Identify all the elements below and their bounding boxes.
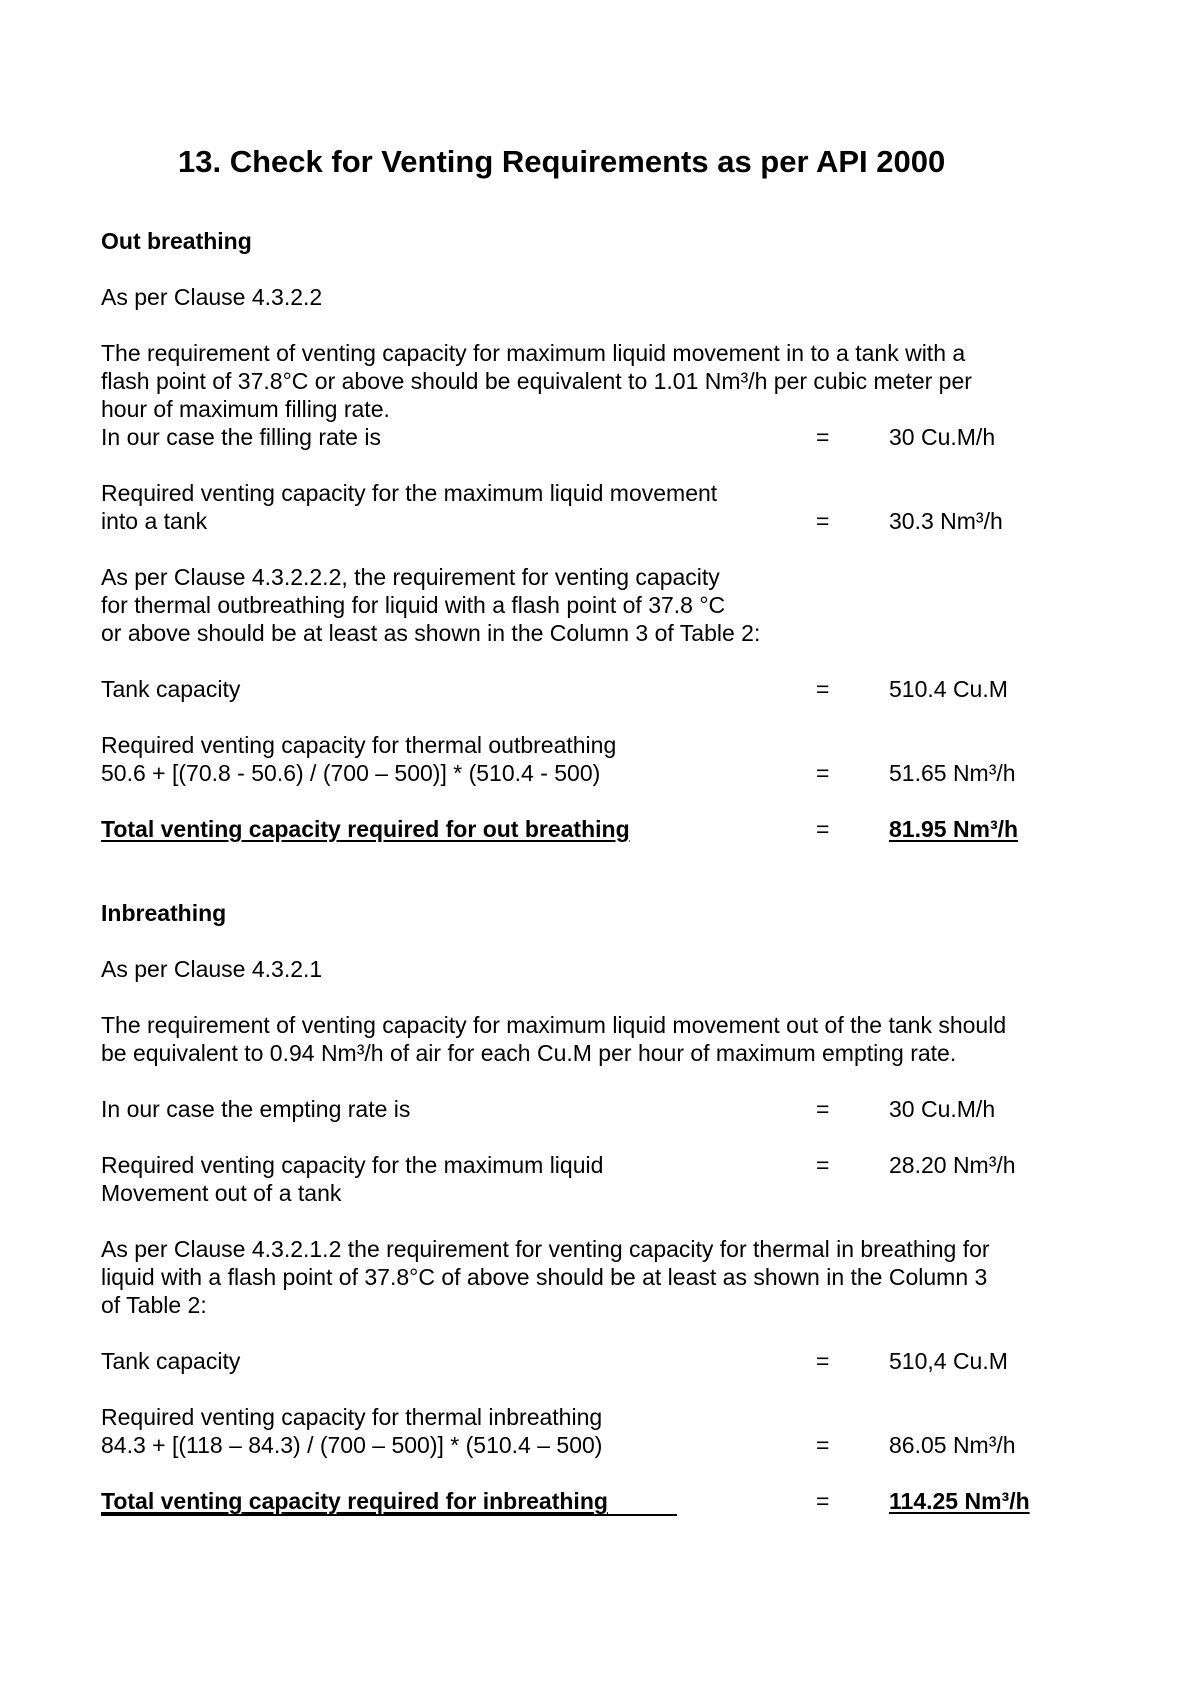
paragraph-line: hour of maximum filling rate. xyxy=(101,396,390,422)
tank-capacity-label: Tank capacity xyxy=(101,676,241,702)
paragraph-line: of Table 2: xyxy=(101,1292,207,1318)
section-heading-out-breathing: Out breathing xyxy=(101,228,252,254)
paragraph-line: flash point of 37.8°C or above should be equivalent to 1.01 Nm³/h per cubic meter per xyxy=(101,368,972,394)
equals-sign: = xyxy=(816,424,830,450)
total-inbreathing-label: Total venting capacity required for inbreathing xyxy=(101,1488,608,1514)
equals-sign: = xyxy=(816,1152,830,1178)
required-venting-label: into a tank xyxy=(101,508,208,534)
paragraph-line: As per Clause 4.3.2.2.2, the requirement for venting capacity xyxy=(101,564,720,590)
total-out-breathing-value: 81.95 Nm³/h xyxy=(889,816,1019,842)
paragraph-line: liquid with a flash point of 37.8°C of above should be at least as shown in the Column 3 xyxy=(101,1264,988,1290)
paragraph-line: for thermal outbreathing for liquid with a flash point of 37.8 °C xyxy=(101,592,726,618)
paragraph-line: The requirement of venting capacity for maximum liquid movement in to a tank with a xyxy=(101,340,966,366)
total-inbreathing-underline xyxy=(101,1514,677,1516)
equals-sign: = xyxy=(816,1432,830,1458)
equals-sign: = xyxy=(816,760,830,786)
equals-sign: = xyxy=(816,508,830,534)
filling-rate-value: 30 Cu.M/h xyxy=(889,424,996,450)
tank-capacity-value: 510.4 Cu.M xyxy=(889,676,1008,702)
required-venting-label: Movement out of a tank xyxy=(101,1180,342,1206)
page-title: 13. Check for Venting Requirements as per API 2000 xyxy=(178,144,946,179)
total-inbreathing-value: 114.25 Nm³/h xyxy=(889,1488,1030,1514)
required-venting-value: 30.3 Nm³/h xyxy=(889,508,1003,534)
clause-reference: As per Clause 4.3.2.2 xyxy=(101,284,323,310)
filling-rate-label: In our case the filling rate is xyxy=(101,424,381,450)
paragraph-line: The requirement of venting capacity for maximum liquid movement out of the tank should xyxy=(101,1012,1007,1038)
clause-reference: As per Clause 4.3.2.1 xyxy=(101,956,323,982)
paragraph-line: or above should be at least as shown in the Column 3 of Table 2: xyxy=(101,620,761,646)
paragraph-line: As per Clause 4.3.2.1.2 the requirement for venting capacity for thermal in breathing for xyxy=(101,1236,990,1262)
empting-rate-label: In our case the empting rate is xyxy=(101,1096,411,1122)
equals-sign: = xyxy=(816,1488,830,1514)
required-venting-label: Required venting capacity for the maximum liquid movement xyxy=(101,480,718,506)
tank-capacity-value: 510,4 Cu.M xyxy=(889,1348,1008,1374)
thermal-venting-formula: 50.6 + [(70.8 - 50.6) / (700 – 500)] * (510.4 - 500) xyxy=(101,760,601,786)
thermal-venting-formula: 84.3 + [(118 – 84.3) / (700 – 500)] * (510.4 – 500) xyxy=(101,1432,603,1458)
equals-sign: = xyxy=(816,676,830,702)
paragraph-line: be equivalent to 0.94 Nm³/h of air for each Cu.M per hour of maximum empting rate. xyxy=(101,1040,957,1066)
equals-sign: = xyxy=(816,1096,830,1122)
thermal-venting-value: 51.65 Nm³/h xyxy=(889,760,1016,786)
required-venting-value: 28.20 Nm³/h xyxy=(889,1152,1016,1178)
thermal-venting-label: Required venting capacity for thermal inbreathing xyxy=(101,1404,603,1430)
thermal-venting-value: 86.05 Nm³/h xyxy=(889,1432,1016,1458)
section-heading-inbreathing: Inbreathing xyxy=(101,900,227,926)
equals-sign: = xyxy=(816,816,830,842)
tank-capacity-label: Tank capacity xyxy=(101,1348,241,1374)
equals-sign: = xyxy=(816,1348,830,1374)
required-venting-label: Required venting capacity for the maximum liquid xyxy=(101,1152,604,1178)
empting-rate-value: 30 Cu.M/h xyxy=(889,1096,996,1122)
total-out-breathing-label: Total venting capacity required for out breathing xyxy=(101,816,630,842)
thermal-venting-label: Required venting capacity for thermal outbreathing xyxy=(101,732,617,758)
